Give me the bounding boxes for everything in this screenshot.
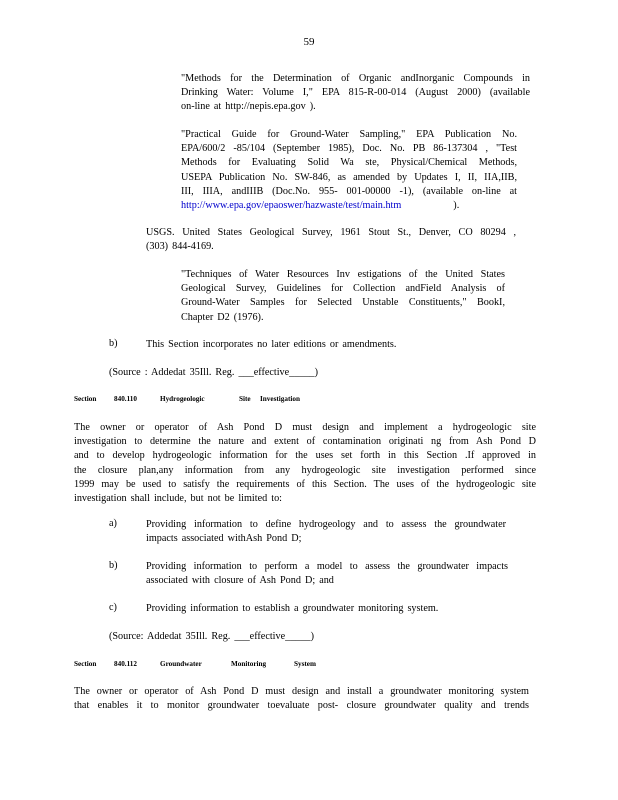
ref3-line: Chapter D2 (1976).	[181, 311, 264, 323]
usgs-line: (303) 844-4169.	[146, 241, 214, 253]
para1-line: the closure plan,any information from any hydrogeologic site investigation performed since	[74, 464, 536, 476]
ref3-line: Geological Survey, Guidelines for Collection andField Analysis of	[181, 283, 505, 295]
list-item-b-text: Providing information to perform a model to assess the groundwater impacts associated with closure of Ash Pond D; and	[146, 561, 508, 587]
list-item-a-label: a)	[109, 518, 117, 529]
para1-line: investigation to determine the nature and extent of contamination originati ng from Ash Pond D	[74, 436, 536, 448]
usgs-line: USGS. United States Geological Survey, 1961 Stout St., Denver, CO 80294 ,	[146, 227, 516, 238]
ref2-line: Methods for Evaluating Solid Wa ste, Physical/Chemical Methods,	[181, 157, 517, 169]
list-item-b-label: b)	[109, 560, 118, 571]
section-word: Section	[74, 395, 97, 403]
ref3-line: "Techniques of Water Resources Inv estigations of the United States	[181, 269, 505, 280]
para2-line: that enables it to monitor groundwater toevaluate post- closure groundwater quality and trends	[74, 700, 529, 712]
para1-line: and to develop hydrogeologic information for the uses set forth in this Section .If approved in	[74, 450, 536, 462]
section-title-word: Site	[239, 395, 251, 403]
epa-test-methods-link[interactable]: http://www.epa.gov/epaoswer/hazwaste/test/main.htm	[181, 200, 402, 212]
item-b-label: b)	[109, 338, 118, 349]
section-number: 840.110	[114, 395, 137, 403]
ref2-last-line	[181, 199, 517, 213]
section-number: 840.112	[114, 660, 137, 668]
ref1-line: on-line at http://nepis.epa.gov ).	[181, 101, 316, 113]
reference-methods-drinking-water	[181, 72, 530, 115]
ref2-line: III, IIIA, andIIIB (Doc.No. 955- 001-00000 -1), (available on-line at	[181, 185, 517, 197]
para1-line: 1999 may be used to satisfy the requirements of this Section. The uses of the hydrogeologic site	[74, 478, 536, 490]
para1-line: investigation shall include, but not be limited to:	[74, 493, 282, 505]
section-word: Section	[74, 660, 97, 668]
paragraph-groundwater-monitoring	[74, 685, 529, 713]
ref1-line: Drinking Water: Volume I," EPA 815-R-00-014 (August 2000) (available	[181, 87, 530, 99]
paragraph-hydrogeologic-investigation	[74, 421, 536, 506]
section-title-word: Hydrogeologic	[160, 395, 205, 403]
ref2-tail: ).	[453, 200, 460, 212]
section-title-word: Monitoring	[231, 660, 267, 668]
section-title-word: System	[294, 660, 316, 668]
item-b-text: This Section incorporates no later editions or amendments.	[146, 339, 397, 350]
section-heading-840-112	[74, 660, 334, 670]
para1-line: The owner or operator of Ash Pond D must design and implement a hydrogeologic site	[74, 422, 536, 433]
reference-ground-water-sampling	[181, 128, 517, 213]
ref2-line: EPA/600/2 -85/104 (September 1985), Doc. No. PB 86-137304 , "Test	[181, 143, 517, 155]
section-title-word: Groundwater	[160, 660, 202, 668]
source-note-1: (Source : Addedat 35Ill. Reg. ___effective_____)	[109, 367, 319, 378]
source-note-2: (Source: Addedat 35Ill. Reg. ___effective_____)	[109, 631, 314, 642]
ref2-line: USEPA Publication No. SW-846, as amended by Updates I, II, IIA,IIB,	[181, 171, 517, 183]
page-number: 59	[303, 36, 315, 48]
ref3-line: Ground-Water Samples for Selected Unstable Constituents," BookI,	[181, 297, 505, 309]
reference-usgs	[146, 226, 516, 254]
para2-line: The owner or operator of Ash Pond D must design and install a groundwater monitoring system	[74, 686, 529, 697]
section-title-word: Investigation	[260, 395, 300, 403]
ref1-line: "Methods for the Determination of Organic andInorganic Compounds in	[181, 73, 530, 84]
list-item-a-text: Providing information to define hydrogeology and to assess the groundwater impacts associated withAsh Pond D;	[146, 519, 506, 545]
section-heading-840-110	[74, 395, 304, 405]
list-item-c-label: c)	[109, 602, 117, 613]
reference-usgs-techniques	[181, 268, 505, 325]
ref2-line: "Practical Guide for Ground-Water Sampling," EPA Publication No.	[181, 129, 517, 140]
list-item-c-text: Providing information to establish a groundwater monitoring system.	[146, 603, 439, 614]
